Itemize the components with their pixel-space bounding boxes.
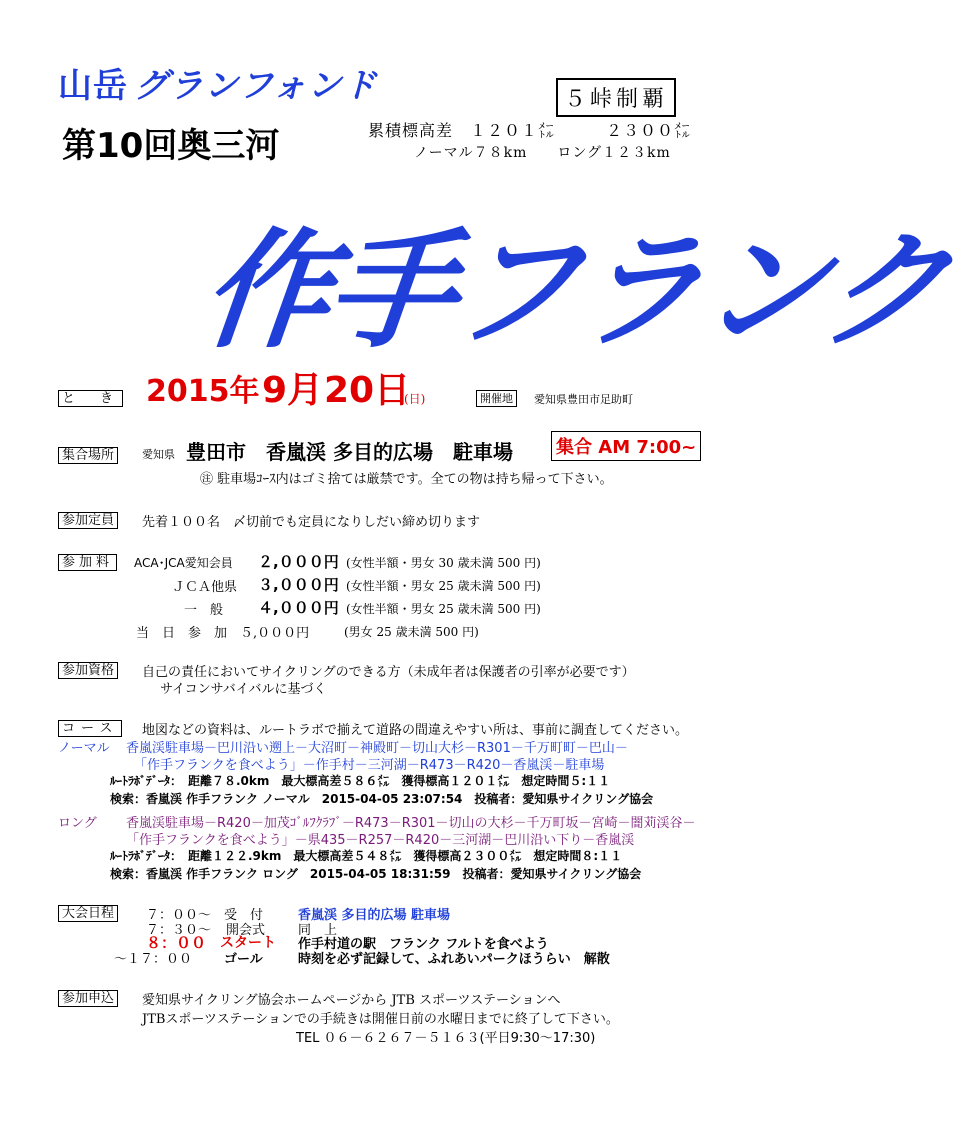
normal-route-line1: 香嵐渓駐車場－巴川沿い遡上－大沼町－神殿町－切山大杉－R301－千万町町－巴山－ [126,741,628,756]
long-route-search: 検索：香嵐渓 作手フランク ロング 2015-04-05 18:31:59 投稿者：愛知県サイクリング協会 [110,867,642,881]
schedule-time: ７：３０～ [146,923,212,938]
fee-name: ACA･JCA愛知会員 [134,556,233,570]
distance-stats: ノーマル７８km ロング１２３km [414,145,671,161]
schedule-event: 開会式 [226,923,266,938]
meeting-place: 豊田市 香嵐渓 多目的広場 駐車場 [186,440,513,464]
fee-sameday: 当 日 参 加 ５,０００円 [136,626,310,641]
fee-price: ２,０００円 [258,553,339,571]
when-label: と き [58,390,123,407]
schedule-detail: 時刻を必ず記録して、ふれあいパークほうらい 解散 [298,952,610,967]
event-year: 2015年 [146,374,260,409]
apply-line1: 愛知県サイクリング協会ホームページから JTB スポーツステーションへ [142,993,561,1008]
course-intro: 地図などの資料は、ルートラボで揃えて道路の間違えやすい所は、事前に調査してください。 [142,723,689,738]
fee-name: ＪＣＡ他県 [172,580,238,595]
apply-line2: JTBスポーツステーションでの手続きは開催日前の水曜日までに終了して下さい。 [142,1012,619,1027]
event-title: 作手フランク [195,217,954,366]
apply-label: 参加申込 [58,990,118,1007]
long-route-data: ﾙｰﾄﾗﾎﾞﾃﾞｰﾀ： 距離１２２.9km 最大標高差５４８㍍ 獲得標高２３００㍍ 想定時間８:１１ [110,849,623,863]
schedule-detail: 香嵐渓 多目的広場 駐車場 [298,908,451,923]
apply-tel: TEL ０６－６２６７－５１６３(平日9:30～17:30) [296,1031,596,1046]
logo [58,58,377,107]
fee-sameday-note: (男女 25 歳未満 500 円) [344,625,479,639]
capacity-label: 参加定員 [58,512,118,529]
normal-route-search: 検索：香嵐渓 作手フランク ノーマル 2015-04-05 23:07:54 投稿者：愛知県サイクリング協会 [110,792,654,806]
long-route-line2: 「作手フランクを食べよう」－県435－R257－R420－三河湖－巴川沿い下り－香嵐渓 [126,833,635,848]
schedule-event: 受 付 [224,908,264,923]
schedule-time: ７：００～ [146,908,212,923]
logo-mark: 山岳 [58,66,128,106]
schedule-time: ～１７：００ [114,952,193,967]
five-passes-badge: ５峠制覇 [556,78,676,117]
event-weekday: (日) [404,392,426,406]
normal-route-line2: 「作手フランクを食べよう」－作手村－三河湖－R473－R420－香嵐渓－駐車場 [134,758,605,773]
fees-label: 参加料 [58,554,117,571]
host-value: 愛知県豊田市足助町 [534,393,633,406]
eligibility-line2: サイコンサバイバルに基づく [160,682,327,697]
meeting-label: 集合場所 [58,447,118,464]
schedule-event: ゴール [224,952,263,967]
schedule-time: ８：００ [146,934,207,952]
fee-note: (女性半額・男女 30 歳未満 500 円) [346,556,541,570]
meeting-pref: 愛知県 [142,448,175,461]
elevation-stats: 累積標高差 １２０１㍍ ２３００㍍ [368,121,692,140]
event-month: 9月 [262,370,324,411]
normal-course-name: ノーマル [58,741,110,756]
fee-note: (女性半額・男女 25 歳未満 500 円) [346,579,541,593]
fee-name: 一 般 [184,603,224,618]
fee-price: ４,０００円 [258,599,339,617]
schedule-event: スタート [220,935,276,951]
edition-title: 第10回奥三河 [62,126,280,166]
schedule-label: 大会日程 [58,905,118,922]
host-label: 開催地 [476,390,517,407]
fee-price: ３,０００円 [258,576,339,594]
long-route-line1: 香嵐渓駐車場－R420－加茂ｺﾞﾙﾌｸﾗﾌﾞ－R473－R301－切山の大杉－千万町坂－宮崎－闇苅渓谷－ [126,816,696,831]
meeting-note: ㊟ 駐車場ｺｰｽ内はゴミ捨ては厳禁です。全ての物は持ち帰って下さい。 [200,472,613,487]
capacity-text: 先着１００名 〆切前でも定員になりしだい締め切ります [142,515,481,530]
schedule-detail: 作手村道の駅 フランク フルトを食べよう [298,937,549,952]
fee-note: (女性半額・男女 25 歳未満 500 円) [346,602,541,616]
meeting-time: 集合 AM 7:00~ [551,431,701,461]
eligibility-line1: 自己の責任においてサイクリングのできる方（未成年者は保護者の引率が必要です） [142,665,635,680]
event-day: 20日 [324,370,411,411]
course-label: コース [58,720,122,737]
logo-text: グランフォンド [134,66,378,106]
normal-route-data: ﾙｰﾄﾗﾎﾞﾃﾞｰﾀ： 距離７８.0km 最大標高差５８６㍍ 獲得標高１２０１㍍ 想定時間５:１１ [110,774,611,788]
eligibility-label: 参加資格 [58,662,118,679]
schedule-detail: 同 上 [298,923,338,938]
long-course-name: ロング [58,816,97,831]
